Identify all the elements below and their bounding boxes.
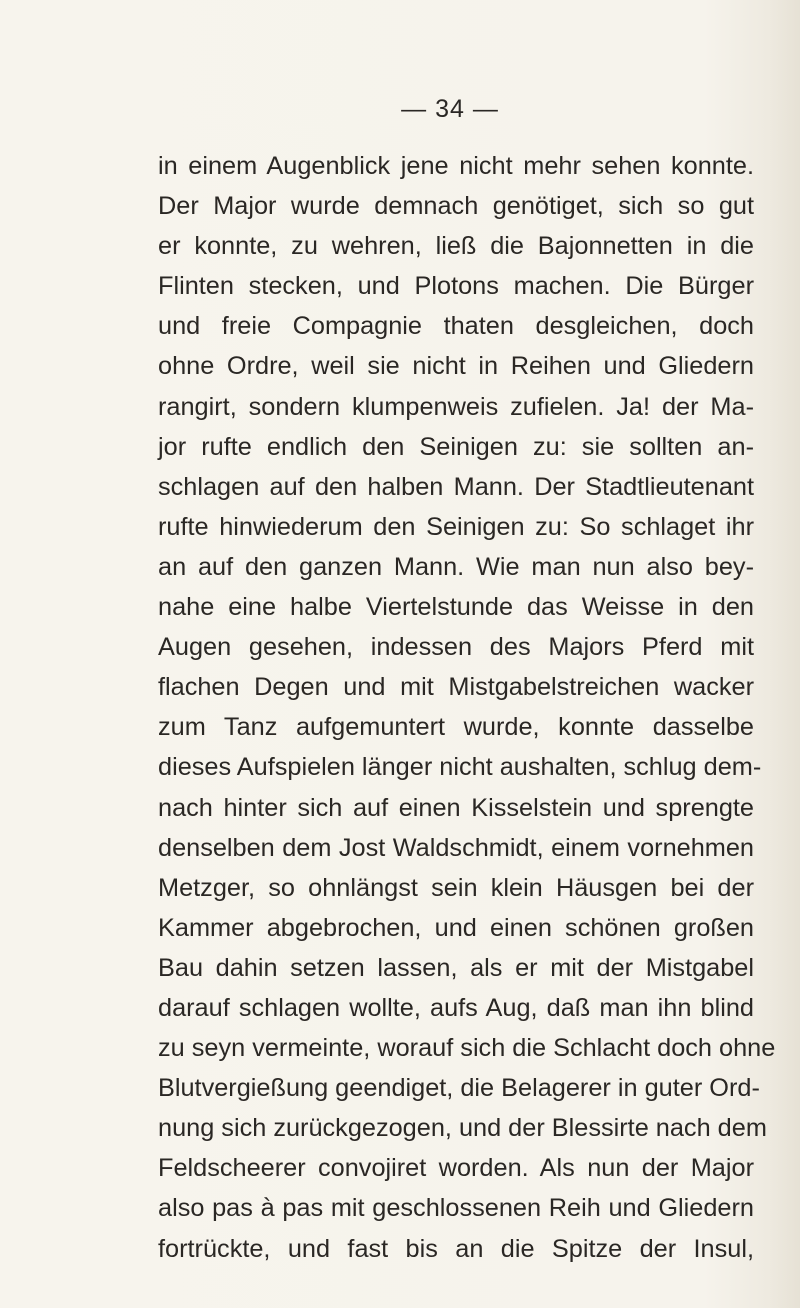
text-line: darauf schlagen wollte, aufs Aug, daß man ihn blind (158, 993, 754, 1022)
text-line: nung sich zurückgezogen, und der Blessirte nach dem (158, 1114, 767, 1143)
text-line: flachen Degen und mit Mistgabelstreichen wacker (158, 673, 754, 702)
text-line: Blutvergießung geendiget, die Belagerer in guter Ord- (158, 1074, 760, 1103)
text-line: Bau dahin setzen lassen, als er mit der Mistgabel (158, 953, 754, 982)
text-line: zu seyn vermeinte, worauf sich die Schlacht doch ohne (158, 1034, 776, 1063)
text-line: Feldscheerer convojiret worden. Als nun der Major (158, 1154, 754, 1183)
text-line: zum Tanz aufgemuntert wurde, konnte dasselbe (158, 713, 754, 742)
text-line: nach hinter sich auf einen Kisselstein und sprengte (158, 793, 754, 822)
text-line: Augen gesehen, indessen des Majors Pferd mit (158, 633, 754, 662)
text-line: Kammer abgebrochen, und einen schönen großen (158, 913, 754, 942)
page-number: — 34 — (401, 95, 499, 123)
text-line: Flinten stecken, und Plotons machen. Die Bürger (158, 272, 754, 301)
text-line: an auf den ganzen Mann. Wie man nun also bey- (158, 552, 754, 581)
text-line: schlagen auf den halben Mann. Der Stadtlieutenant (158, 472, 754, 501)
text-line: Metzger, so ohnlängst sein klein Häusgen bei der (158, 873, 754, 902)
text-line: er konnte, zu wehren, ließ die Bajonnetten in die (158, 232, 754, 261)
text-line: also pas à pas mit geschlossenen Reih und Gliedern (158, 1194, 754, 1223)
text-line: rangirt, sondern klumpenweis zufielen. Ja! der Ma- (158, 392, 754, 421)
text-line: Der Major wurde demnach genötiget, sich so gut (158, 192, 754, 221)
text-line: ohne Ordre, weil sie nicht in Reihen und Gliedern (158, 352, 754, 381)
text-line: jor rufte endlich den Seinigen zu: sie sollten an- (158, 432, 754, 461)
text-line: nahe eine halbe Viertelstunde das Weisse in den (158, 593, 754, 622)
text-line: fortrückte, und fast bis an die Spitze der Insul, (158, 1234, 754, 1263)
text-line: in einem Augenblick jene nicht mehr sehen konnte. (158, 152, 754, 180)
text-line: denselben dem Jost Waldschmidt, einem vornehmen (158, 833, 754, 862)
text-line: rufte hinwiederum den Seinigen zu: So schlaget ihr (158, 512, 754, 541)
text-line: und freie Compagnie thaten desgleichen, doch (158, 312, 754, 341)
text-line: dieses Aufspielen länger nicht aushalten, schlug dem- (158, 753, 762, 782)
body-text (158, 146, 776, 1269)
